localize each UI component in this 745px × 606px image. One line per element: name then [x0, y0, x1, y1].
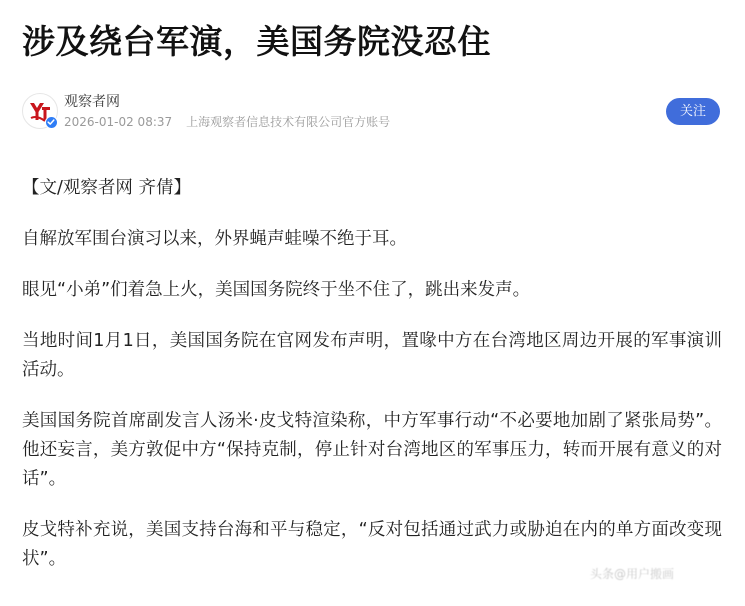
author-org: 上海观察者信息技术有限公司官方账号: [186, 115, 391, 129]
article-body: [22, 174, 722, 596]
article-paragraph: 【文/观察者网 齐倩】: [22, 178, 191, 198]
author-name[interactable]: 观察者网: [64, 94, 120, 110]
watermark: 头条@用户搬画: [590, 567, 675, 581]
article-title: 涉及绕台军演，美国务院没忍住: [22, 22, 491, 61]
article-paragraph: 眼见“小弟”们着急上火，美国国务院终于坐不住了，跳出来发声。: [22, 280, 531, 300]
article-paragraph: 自解放军围台演习以来，外界蝇声蛙噪不绝于耳。: [22, 229, 407, 249]
author-info: [22, 92, 722, 136]
verified-check-icon: [45, 116, 58, 129]
article-paragraph: 美国国务院首席副发言人汤米·皮戈特渲染称，中方军事行动“不必要地加剧了紧张局势”。他还妄言，美方敦促中方“保持克制，停止针对台湾地区的军事压力，转而开展有意义的对话”。: [22, 411, 722, 489]
publish-date: 2026-01-02 08:37: [64, 115, 173, 129]
follow-button[interactable]: 关注: [666, 98, 720, 125]
article-paragraph: 当地时间1月1日，美国国务院在官网发布声明，置喙中方在台湾地区周边开展的军事演训活动。: [22, 331, 722, 380]
post-meta: [64, 114, 390, 130]
article-paragraph: 皮戈特补充说，美国支持台海和平与稳定，“反对包括通过武力或胁迫在内的单方面改变现状”。: [22, 520, 722, 569]
